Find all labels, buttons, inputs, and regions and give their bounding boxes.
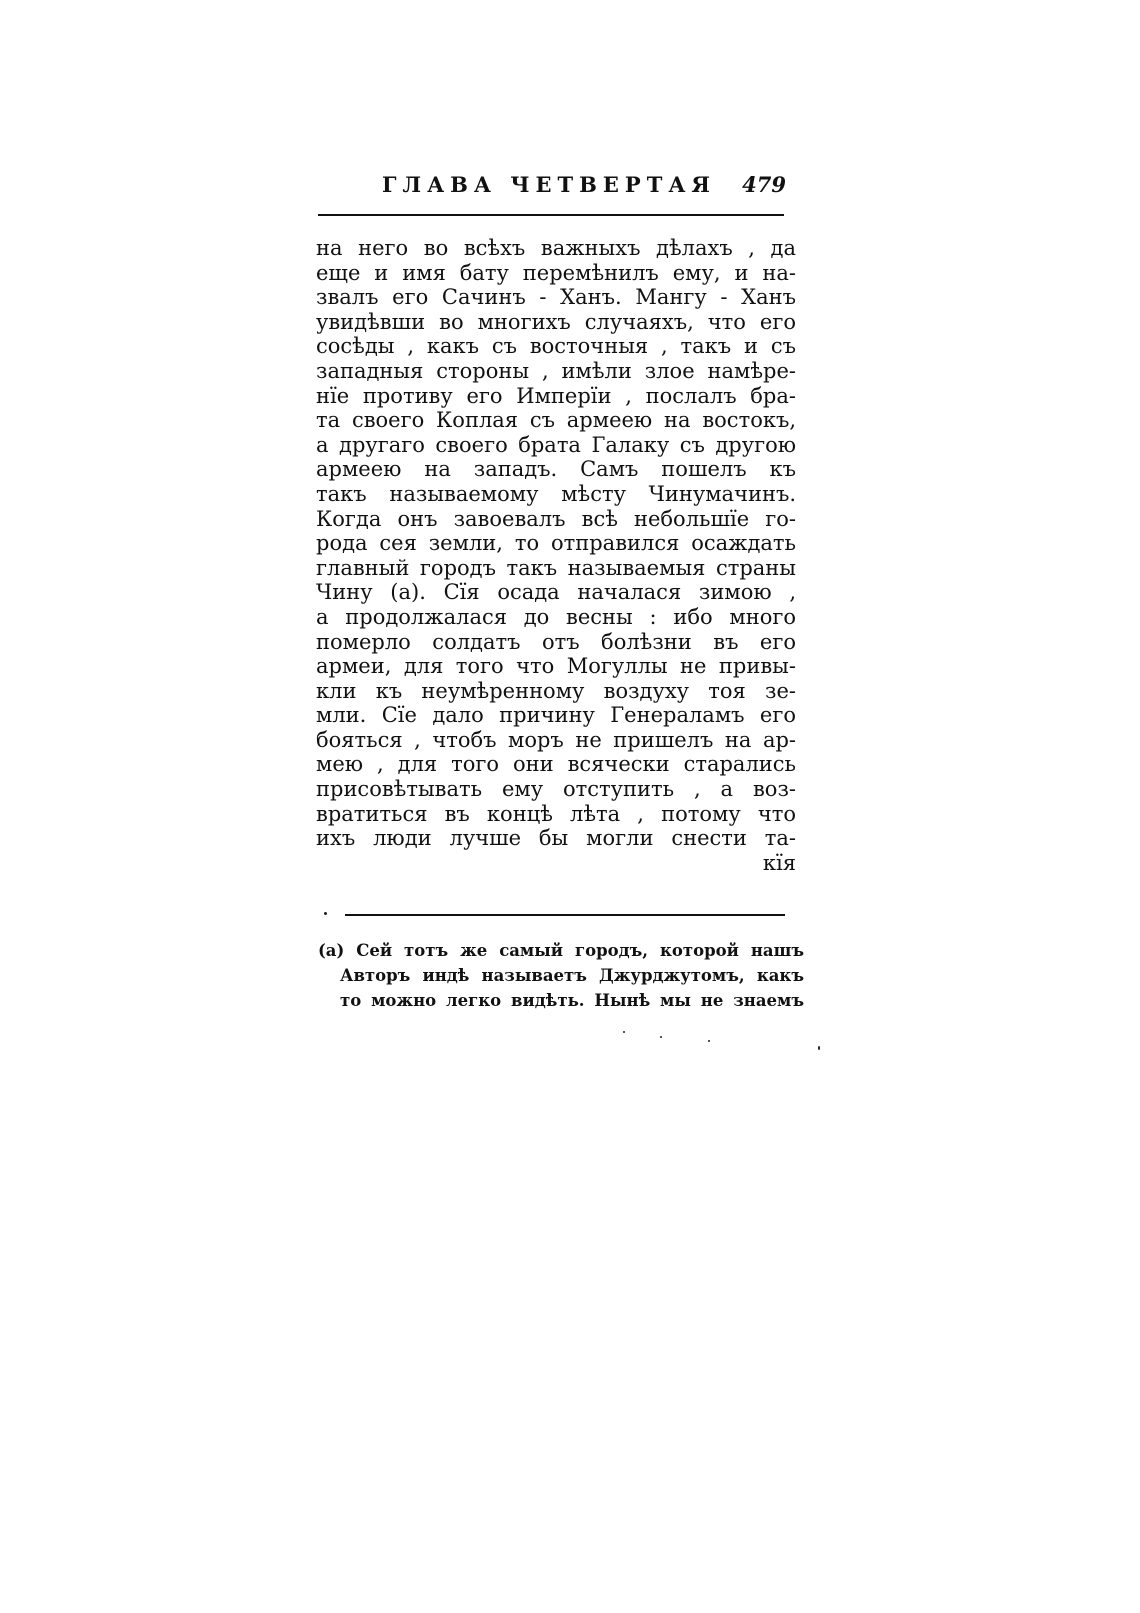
text-line: главный городъ такъ называемыя страны	[316, 555, 796, 580]
text-line: увидѣвши во многихъ случаяхъ, что его	[316, 309, 796, 334]
footnote-line: то можно легко видѣть. Нынѣ мы не знаемъ	[340, 991, 804, 1010]
text-line: на него во всѣхъ важныхъ дѣлахъ , да	[316, 236, 796, 260]
text-line: мли. Сїе дало причину Генераламъ его	[316, 703, 796, 728]
text-line: кли къ неумѣренному воздуху тоя зе-	[316, 678, 796, 703]
footnote-line: (а) Сей тотъ же самый городъ, которой нашъ	[318, 941, 804, 960]
text-line: присовѣтывать ему отступить , а воз-	[316, 777, 796, 802]
text-line: нїе противу его Имперїи , послалъ бра-	[316, 383, 796, 408]
text-line: Когда онъ завоевалъ всѣ небольшїе го-	[316, 506, 796, 531]
text-line: померло солдатъ отъ болѣзни въ его	[316, 629, 796, 654]
footnote-line: Авторъ индѣ называетъ Джурджутомъ, какъ	[340, 966, 804, 985]
text-line: рода сея земли, то отправился осаждать	[316, 531, 796, 556]
text-line: армеи, для того что Могуллы не привы-	[316, 654, 796, 679]
text-line: ихъ люди лучше бы могли снести та-	[316, 826, 796, 851]
text-line: вратиться въ концѣ лѣта , потому что	[316, 801, 796, 826]
catchword: кїя	[762, 850, 796, 875]
footnote-rule	[345, 914, 785, 916]
page-header	[318, 170, 788, 200]
print-speck	[818, 1046, 820, 1050]
print-speck	[708, 1040, 710, 1042]
text-line: бояться , чтобъ моръ не пришелъ на ар-	[316, 727, 796, 752]
text-line: а продолжалася до весны : ибо много	[316, 604, 796, 629]
text-line: армеею на западъ. Самъ пошелъ къ	[316, 457, 796, 482]
text-line: такъ называемому мѣсту Чинумачинъ.	[316, 481, 796, 506]
print-speck	[660, 1036, 662, 1038]
page-number: 479	[742, 172, 786, 197]
text-line: западныя стороны , имѣли злое намѣре-	[316, 358, 796, 383]
print-speck	[324, 912, 327, 915]
footnote	[318, 938, 804, 1013]
print-speck	[623, 1031, 625, 1033]
text-line: та своего Коплая съ армеею на востокъ,	[316, 408, 796, 433]
running-head: ГЛАВА ЧЕТВЕРТАЯ	[382, 172, 716, 197]
text-line: Чину (а). Сїя осада началася зимою ,	[316, 580, 796, 605]
main-text	[316, 236, 796, 875]
text-line: звалъ его Сачинъ - Ханъ. Мангу - Ханъ	[316, 285, 796, 310]
text-line: а другаго своего брата Галаку съ другою	[316, 432, 796, 457]
text-line: еще и имя бату перемѣнилъ ему, и на-	[316, 260, 796, 285]
header-rule	[318, 214, 784, 216]
text-line: мею , для того они всячески старались	[316, 752, 796, 777]
text-line: сосѣды , какъ съ восточныя , такъ и съ	[316, 334, 796, 359]
